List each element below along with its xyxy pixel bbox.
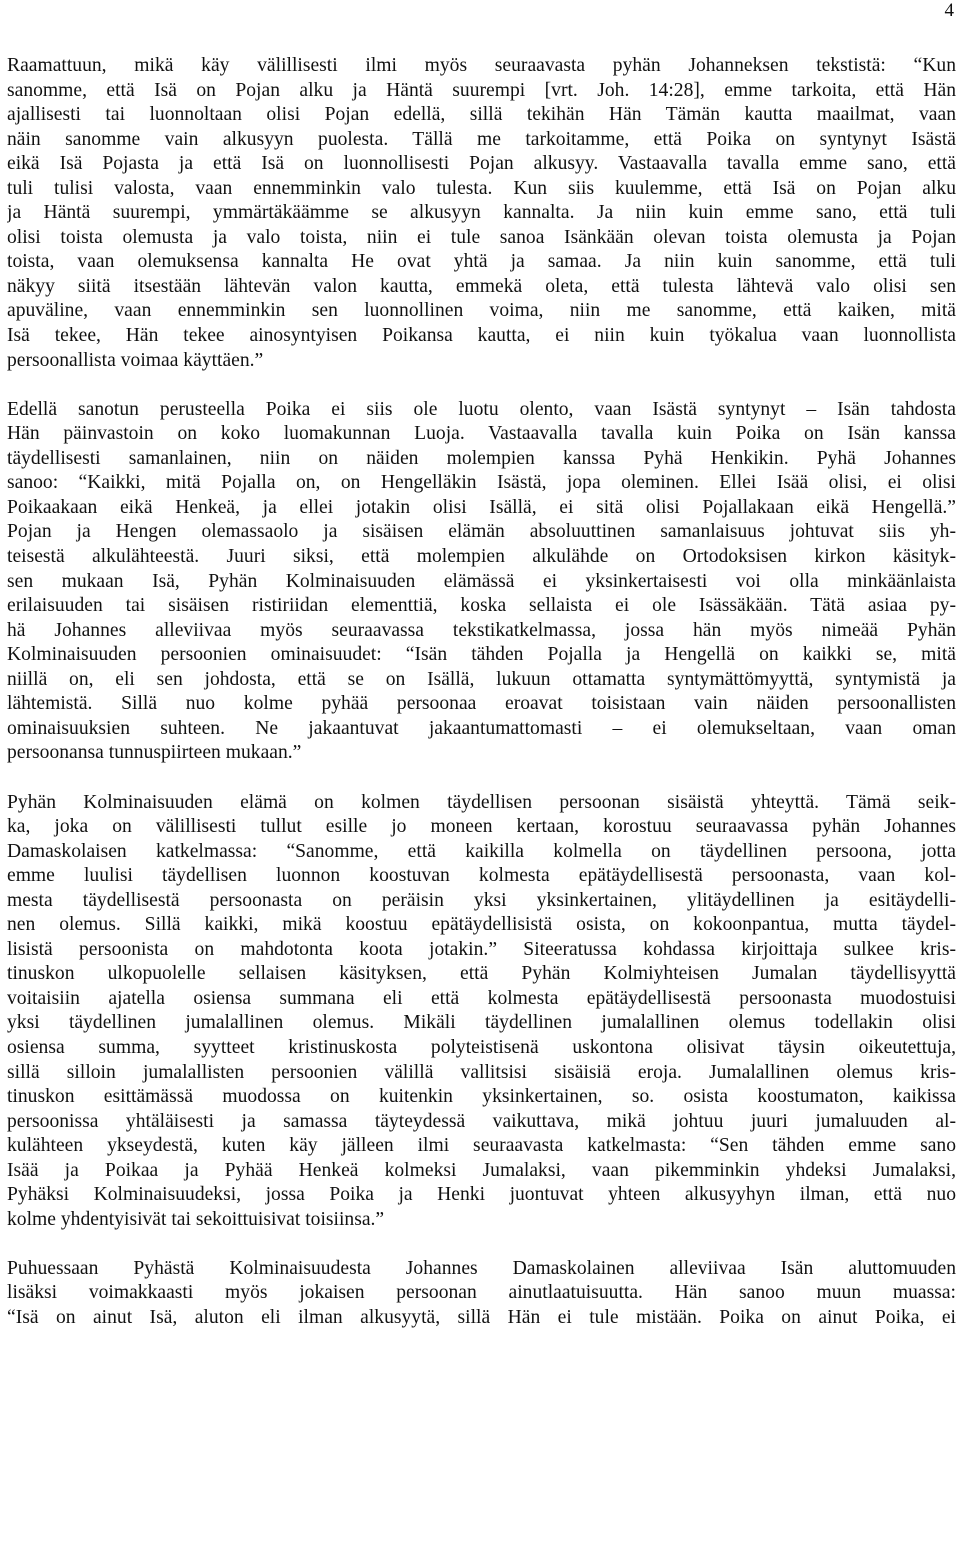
text-line: Raamattuun, mikä käy välillisesti ilmi myös seuraavasta pyhän Johanneksen tekstistä: “Kun <box>7 55 956 76</box>
text-line: ajallisesti tai luonnoltaan olisi Pojan edellä, sillä tekihän Hän Tämän kautta maailmat, vaan <box>7 104 956 126</box>
text-line: lisistä persoonista on mahdotonta koota jotakin.” Siteeratussa kohdassa kirjoittaja sulkee kris- <box>7 938 956 960</box>
text-line: Isää ja Poikaa ja Pyhää Henkeä kolmeksi Jumalaksi, vaan pikemminkin yhdeksi Jumalaksi, <box>7 1159 956 1181</box>
text-line: sanoo: “Kaikki, mitä Pojalla on, on Hengelläkin Isästä, jopa oleminen. Ellei Isää olisi, ei olisi <box>7 472 956 494</box>
paragraph <box>7 791 956 1233</box>
text-line: näkyy siitä itsestään lähtevän valon kautta, emmekä oleta, että tulesta lähtevä valo olisi sen <box>7 275 956 297</box>
text-line: ja Häntä suurempi, ymmärtäkäämme se alkusyyn kannalta. Ja niin kuin emme sano, että tuli <box>7 202 956 224</box>
text-line: kolme yhdentyisivät tai sekoittuisivat toisiinsa.” <box>7 1208 385 1230</box>
paragraph <box>7 398 956 766</box>
text-line: Kolminaisuuden persoonien ominaisuudet: “Isän tähden Pojalla ja Hengellä on kaikki se, mitä <box>7 644 956 666</box>
text-line: emme luulisi täydellisen luonnon koostuvan kolmesta epätäydellisestä persoonasta, vaan kol- <box>7 865 956 887</box>
text-line: nen olemus. Sillä kaikki, mikä koostuu epätäydellisistä osista, on kokoonpantua, mutta täydel- <box>7 914 956 936</box>
text-line: Poikaakaan eikä Henkeä, ja ellei jotakin olisi Isällä, ei sitä olisi Pojallakaan eikä Hengellä.” <box>7 496 956 518</box>
text-line: sillä silloin jumalallisten persoonien välillä vallitsisi sisäisiä eroja. Jumalallinen olemus kris- <box>7 1061 956 1083</box>
page-number: 4 <box>944 0 954 21</box>
text-line: erilaisuuden tai sisäisen ristiriidan elementtiä, koska sellaista ei ole Isässäkään. Tätä asiaa py- <box>7 595 956 617</box>
text-line: näin sanomme vain alkusyyn puolesta. Tällä me tarkoitamme, että Poika on syntynyt Isästä <box>7 128 956 150</box>
text-line: voitaisiin ajatella osiensa summana eli että kolmesta epätäydellisestä persoonasta muodostuisi <box>7 987 956 1009</box>
text-line: Damaskolaisen katkelmassa: “Sanomme, että kaikilla kolmella on täydellinen persoona, jotta <box>7 840 956 862</box>
text-line: hä Johannes alleviivaa myös seuraavassa tekstikatkelmassa, jossa hän myös nimeää Pyhän <box>7 619 956 641</box>
text-line: Pojan ja Hengen olemassaolo ja sisäisen elämän absoluuttinen samanlaisuus johtuvat siis yh- <box>7 521 956 543</box>
text-line: olisi toista olemusta ja valo toista, niin ei tule sanoa Isänkään olevan toista olemusta ja Pojan <box>7 226 956 248</box>
text-line: persoonissa yhtäläisesti ja samassa täyteydessä vaikuttava, mikä johtuu juuri jumaluuden al- <box>7 1110 956 1132</box>
text-line: Pyhäksi Kolminaisuudeksi, jossa Poika ja Henki juontuvat yhteen alkusyyhyn ilman, että nuo <box>7 1184 956 1206</box>
text-line: toista, vaan olemuksensa kannalta He ovat yhtä ja samaa. Ja niin kuin sanomme, että tuli <box>7 251 956 273</box>
paragraph <box>7 54 956 373</box>
text-line: persoonallista voimaa käyttäen.” <box>7 349 264 371</box>
text-line: niillä on, eli sen johdosta, että se on Isällä, lukuun ottamatta syntymättömyyttä, syntymistä ja <box>7 668 956 690</box>
paragraph <box>7 1257 956 1331</box>
text-line: tinuskon ulkopuolelle sellaisen käsityksen, että Pyhän Kolmiyhteisen Jumalan täydellisyyttä <box>7 963 956 985</box>
text-line: tinuskon esittämässä muodossa on kuitenkin yksinkertainen, so. osista koostumaton, kaikissa <box>7 1086 956 1108</box>
text-line: “Isä on ainut Isä, aluton eli ilman alkusyytä, sillä Hän ei tule mistään. Poika on ainut Poika, ei <box>7 1307 956 1329</box>
text-line: eikä Isä Pojasta ja että Isä on luonnollisesti Pojan alkusyy. Vastaavalla tavalla emme sano, että <box>7 153 956 175</box>
text-line: täydellisesti samanlainen, niin on näiden molempien kanssa Pyhä Henkikin. Pyhä Johannes <box>7 447 956 469</box>
text-line: yksi täydellinen jumalallinen olemus. Mikäli täydellinen jumalallinen olemus todellakin olisi <box>7 1012 956 1034</box>
document-body <box>7 54 956 1331</box>
text-line: sen mukaan Isä, Pyhän Kolminaisuuden elämässä ei yksinkertaisesti voi olla minkäänlaista <box>7 570 956 592</box>
text-line: tuli tulisi valosta, vaan ennemminkin valo tulesta. Kun siis kuulemme, että Isä on Pojan alku <box>7 177 956 199</box>
text-line: lähtemistä. Sillä nuo kolme pyhää persoonaa eroavat toisistaan vain näiden persoonallisten <box>7 693 956 715</box>
text-line: Isä tekee, Hän tekee ainosyntyisen Poikansa kautta, ei niin kuin työkalua vaan luonnollista <box>7 325 956 347</box>
text-line: teisestä alkulähteestä. Juuri siksi, että molempien alkulähde on Ortodoksisen kirkon käsityk- <box>7 545 956 567</box>
text-line: Hän päinvastoin on koko luomakunnan Luoja. Vastaavalla tavalla kuin Poika on Isän kanssa <box>7 423 956 445</box>
text-line: Pyhän Kolminaisuuden elämä on kolmen täydellisen persoonan sisäistä yhteyttä. Tämä seik- <box>7 791 956 813</box>
text-line: ominaisuuksien suhteen. Ne jakaantuvat jakaantumattomasti – ei olemukseltaan, vaan oman <box>7 717 956 739</box>
text-line: sanomme, että Isä on Pojan alku ja Häntä suurempi [vrt. Joh. 14:28], emme tarkoita, että Hän <box>7 79 956 101</box>
text-line: mesta täydellisestä persoonasta on peräisin yksi yksinkertainen, ylitäydellinen ja esitäydelli- <box>7 889 956 911</box>
text-line: persoonansa tunnuspiirteen mukaan.” <box>7 742 302 764</box>
text-line: apuväline, vaan ennemminkin sen luonnollinen voima, niin me sanomme, että kaiken, mitä <box>7 300 956 322</box>
text-line: Puhuessaan Pyhästä Kolminaisuudesta Johannes Damaskolainen alleviivaa Isän aluttomuuden <box>7 1257 956 1279</box>
text-line: osiensa summa, syytteet kristinuskosta polyteistisenä uskontona olisivat täysin oikeutettuja, <box>7 1036 956 1058</box>
text-line: lisäksi voimakkaasti myös jokaisen persoonan ainutlaatuisuutta. Hän sanoo muun muassa: <box>7 1282 956 1304</box>
text-line: kulähteen ykseydestä, kuten käy jälleen ilmi seuraavasta katkelmasta: “Sen tähden emme sano <box>7 1135 956 1157</box>
text-line: Edellä sanotun perusteella Poika ei siis ole luotu olento, vaan Isästä syntynyt – Isän tahdosta <box>7 398 956 420</box>
text-line: ka, joka on välillisesti tullut esille jo moneen kertaan, korostuu seuraavassa pyhän Johannes <box>7 816 956 838</box>
